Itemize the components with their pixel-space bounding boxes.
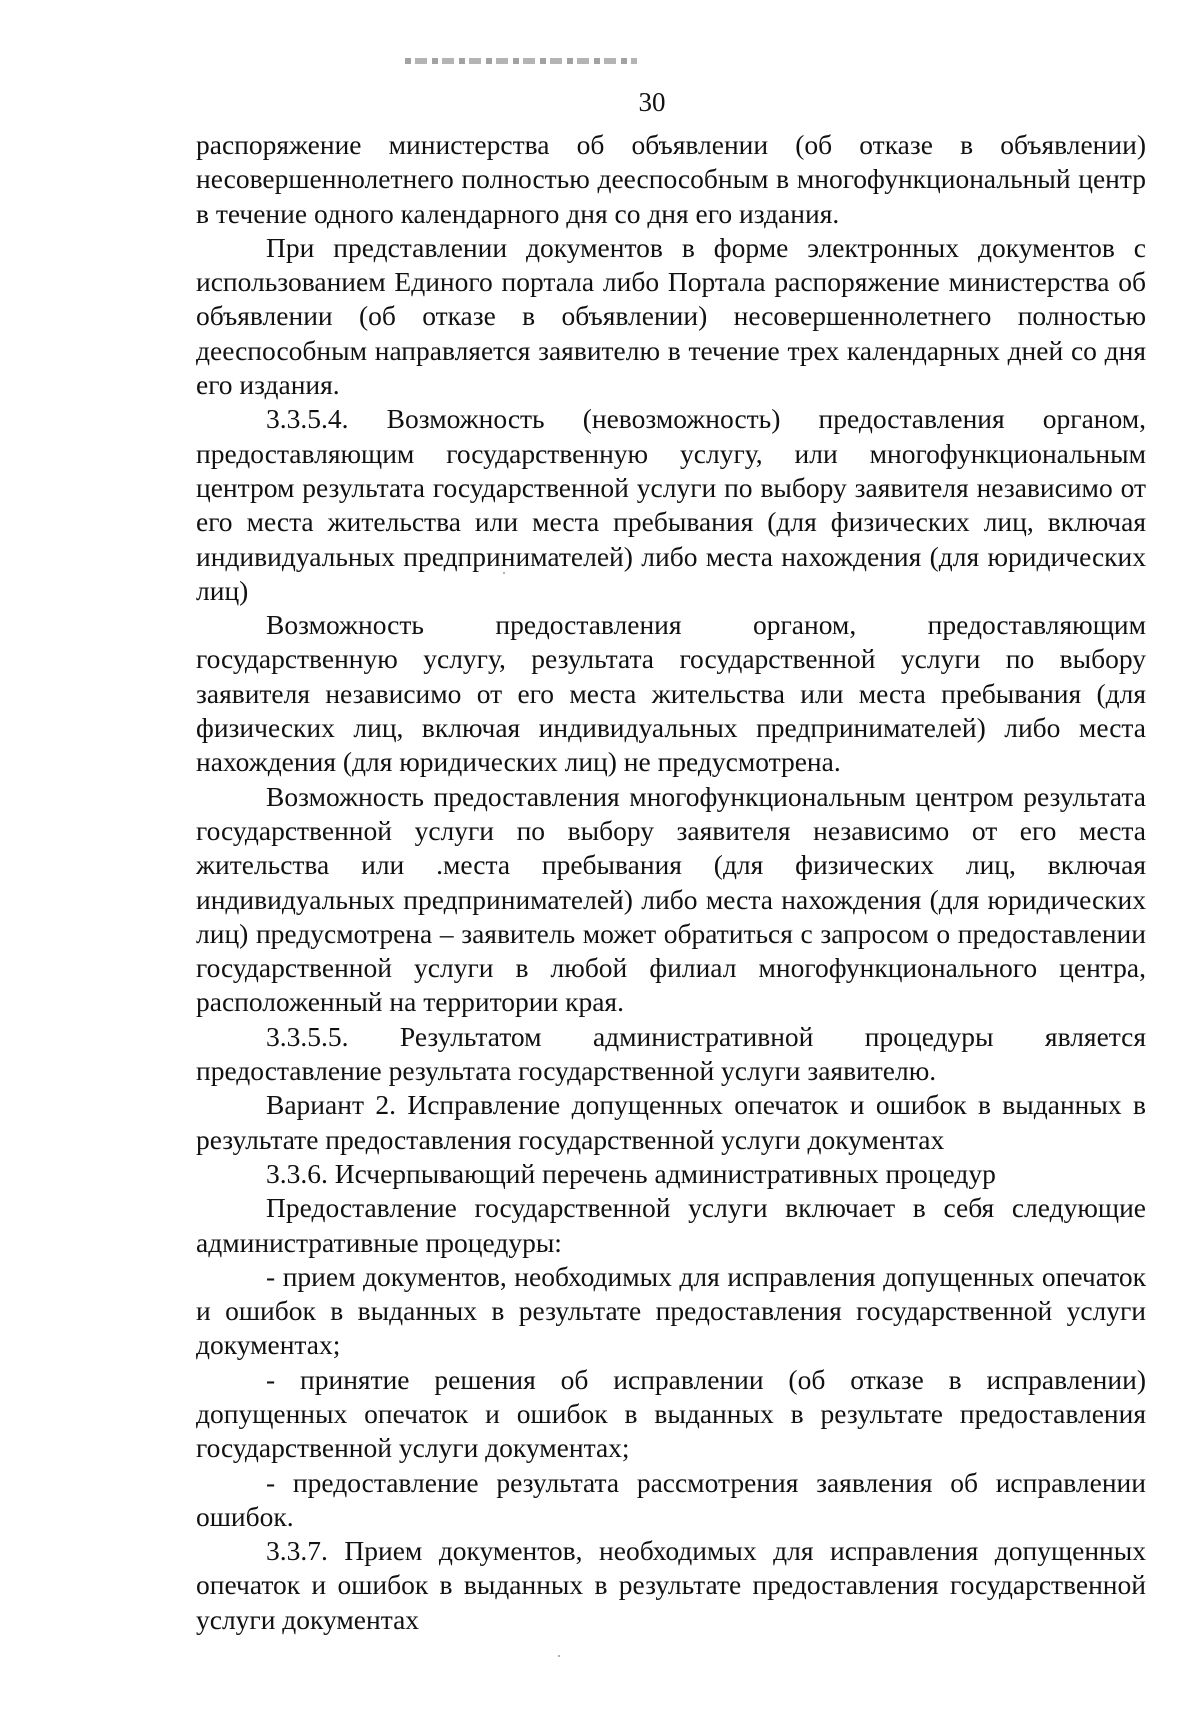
scan-speck — [558, 1655, 560, 1657]
paragraph-section-3-3-5-4: 3.3.5.4. Возможность (невозможность) предоставления органом, предоставляющим государственную услугу, или многофункциональным центром результата государственной услуги по выбору заявителя независимо от его места жительства или места пребывания (для физических лиц, включая индивидуальных предпринимателей) либо места нахождения (для юридических лиц) — [196, 403, 1146, 606]
paragraph-section-3-3-5-5: 3.3.5.5. Результатом административной процедуры является предоставление результата государственной услуги заявителю. — [196, 1020, 1146, 1087]
paragraph: При представлении документов в форме электронных документов с использованием Единого портала либо Портала распоряжение министерства об объявлении (об отказе в объявлении) несовершеннолетнего полностью дееспособным направляется заявителю в течение трех календарных дней со дня его издания. — [196, 231, 1146, 401]
paragraph: Предоставление государственной услуги включает в себя следующие административные процедуры: — [196, 1192, 1146, 1258]
page-number: 30 — [638, 87, 666, 117]
list-item: - предоставление результата рассмотрения заявления об исправлении ошибок. — [196, 1466, 1146, 1532]
paragraph: Возможность предоставления многофункциональным центром результата государственной услуги по выбору заявителя независимо от его места жительства или .места пребывания (для физических лиц, включая индивидуальных предпринимателей) либо места нахождения (для юридических лиц) предусмотрена – заявитель может обратиться с запросом о предоставлении государственной услуги в любой филиал многофункционального центра, расположенный на территории края. — [196, 780, 1146, 1018]
section-heading-3-3-6: 3.3.6. Исчерпывающий перечень административных процедур — [266, 1157, 996, 1189]
list-item: - принятие решения об исправлении (об отказе в исправлении) допущенных опечаток и ошибок в выданных в результате предоставления государственной услуги документах; — [196, 1363, 1146, 1464]
list-item: - прием документов, необходимых для исправления допущенных опечаток и ошибок в выданных в результате предоставления государственной услуги документах; — [196, 1260, 1146, 1361]
variant-heading: Вариант 2. Исправление допущенных опечаток и ошибок в выданных в результате предоставления государственной услуги документах — [196, 1089, 1146, 1155]
scan-artifact — [405, 58, 637, 64]
paragraph: Возможность предоставления органом, предоставляющим государственную услугу, результата государственной услуги по выбору заявителя независимо от его места жительства или места пребывания (для физических лиц, включая индивидуальных предпринимателей) либо места нахождения (для юридических лиц) не предусмотрена. — [196, 609, 1146, 778]
document-body — [196, 128, 1146, 1637]
section-heading-3-3-7: 3.3.7. Прием документов, необходимых для исправления допущенных опечаток и ошибок в выданных в результате предоставления государственной услуги документах — [196, 1535, 1146, 1635]
paragraph: распоряжение министерства об объявлении (об отказе в объявлении) несовершеннолетнего полностью дееспособным в многофункциональный центр в течение одного календарного дня со дня его издания. — [196, 129, 1146, 229]
